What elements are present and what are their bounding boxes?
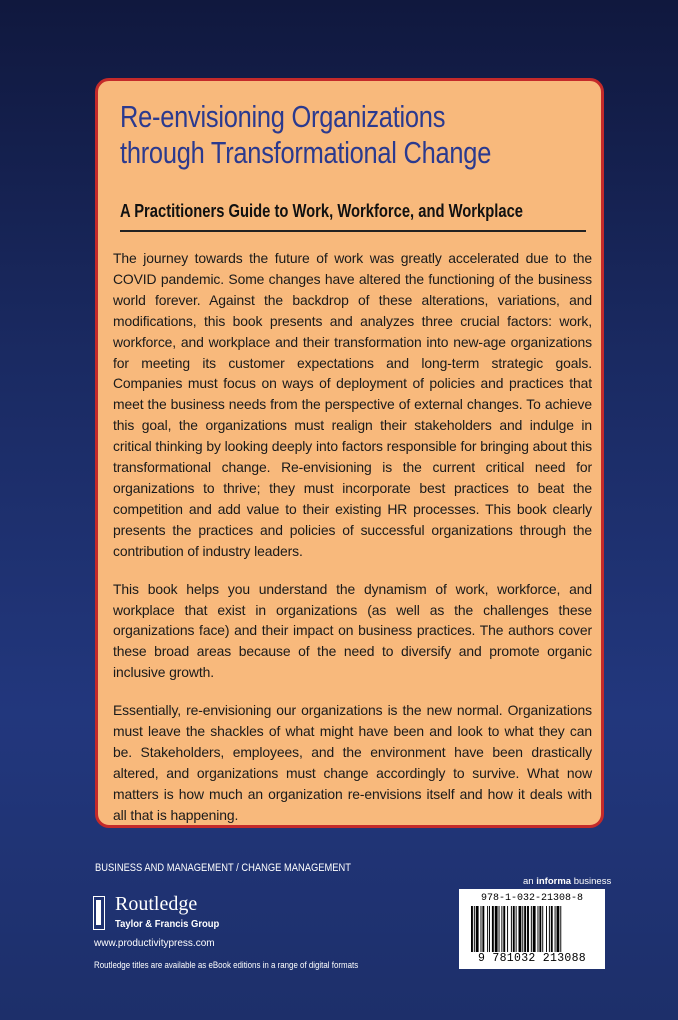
barcode-bar <box>551 906 553 952</box>
barcode-bar <box>503 906 505 952</box>
barcode-bar <box>527 906 529 952</box>
barcode-bar <box>489 906 490 952</box>
barcode-bar <box>546 906 547 952</box>
book-title <box>120 99 596 171</box>
subject-category: BUSINESS AND MANAGEMENT / CHANGE MANAGEMENT <box>95 862 351 874</box>
informa-suffix: business <box>571 876 612 887</box>
barcode-bar <box>524 906 526 952</box>
blurb-paragraph-2: This book helps you understand the dynamism of work, workforce, and workplace that exist in organizations (as well as the challenges these organizations face) and their impact on business practices. The authors cover these broad areas because of the need to diversify and promote organic inclusive growth. <box>113 580 592 681</box>
isbn-barcode <box>459 889 605 969</box>
back-cover-panel <box>95 78 604 828</box>
barcode-bar <box>516 906 517 952</box>
barcode-bar <box>560 906 561 952</box>
barcode-bar <box>522 906 523 952</box>
isbn-number: 978-1-032-21308-8 <box>480 893 584 904</box>
barcode-bar <box>557 906 560 952</box>
barcode-bar <box>507 906 508 952</box>
barcode-bar <box>542 906 543 952</box>
title-line-1: Re-envisioning Organizations <box>120 99 446 134</box>
barcode-bar <box>495 906 498 952</box>
barcode-bar <box>511 906 512 952</box>
barcode-bars <box>471 906 593 952</box>
barcode-bar <box>519 906 522 952</box>
blurb <box>113 248 592 843</box>
barcode-bar <box>474 906 475 952</box>
barcode-bar <box>471 906 473 952</box>
barcode-bar <box>476 906 479 952</box>
barcode-bar <box>499 906 500 952</box>
barcode-bar <box>549 906 550 952</box>
blurb-paragraph-3: Essentially, re-envisioning our organizations is the new normal. Organizations must leave the shackles of what might have been and look to what they can be. Stakeholders, employees, and the environment have been drastically altered, and organizations must change accordingly to survive. What now matters is how much an organization re-envisions itself and how it deals with all that is happening. <box>113 702 592 823</box>
title-divider <box>120 230 586 232</box>
barcode-bar <box>555 906 556 952</box>
informa-brand: informa <box>536 876 572 887</box>
barcode-bar <box>482 906 484 952</box>
title-line-2: through Transformational Change <box>120 135 492 170</box>
publisher-name: Routledge <box>115 893 198 915</box>
routledge-logo-icon <box>93 896 105 930</box>
barcode-bar <box>533 906 536 952</box>
barcode-bar <box>538 906 539 952</box>
barcode-bar <box>539 906 541 952</box>
ebook-note: Routledge titles are available as eBook editions in a range of digital formats <box>94 960 359 970</box>
book-subtitle: A Practitioners Guide to Work, Workforce, and Workplace <box>120 201 523 221</box>
informa-prefix: an <box>523 876 537 887</box>
barcode-bar <box>513 906 515 952</box>
barcode-digits: 9 781032 213088 <box>477 952 587 965</box>
blurb-paragraph-1: The journey towards the future of work was greatly accelerated due to the COVID pandemic. Some changes have altered the functioning of the business world forever. Against the backdrop of these alterations, variations, and modifications, this book presents and analyzes three crucial factors: work, workforce, and workplace and their transformation into new-age organizations for meeting its customer expectations and long-term strategic goals. Companies must focus on ways of deployment of policies and practices that meet the business needs from the perspective of external changes. To achieve this goal, the organizations must realign their stakeholders and indulge in critical thinking by looking deeply into factors responsible for bringing about this transformational change. Re-envisioning is the current critical need for organizations to thrive; they must incorporate best practices to beat the competition and add value to their existing HR processes. This book clearly presents the practices and policies of successful organizations through the contribution of industry leaders. <box>113 250 592 559</box>
barcode-bar <box>501 906 502 952</box>
barcode-bar <box>492 906 494 952</box>
barcode-bar <box>481 906 482 952</box>
publisher-group: Taylor & Francis Group <box>115 918 220 930</box>
publisher-website[interactable]: www.productivitypress.com <box>94 938 215 949</box>
informa-tagline <box>523 876 611 887</box>
barcode-bar <box>487 906 488 952</box>
barcode-bar <box>531 906 532 952</box>
